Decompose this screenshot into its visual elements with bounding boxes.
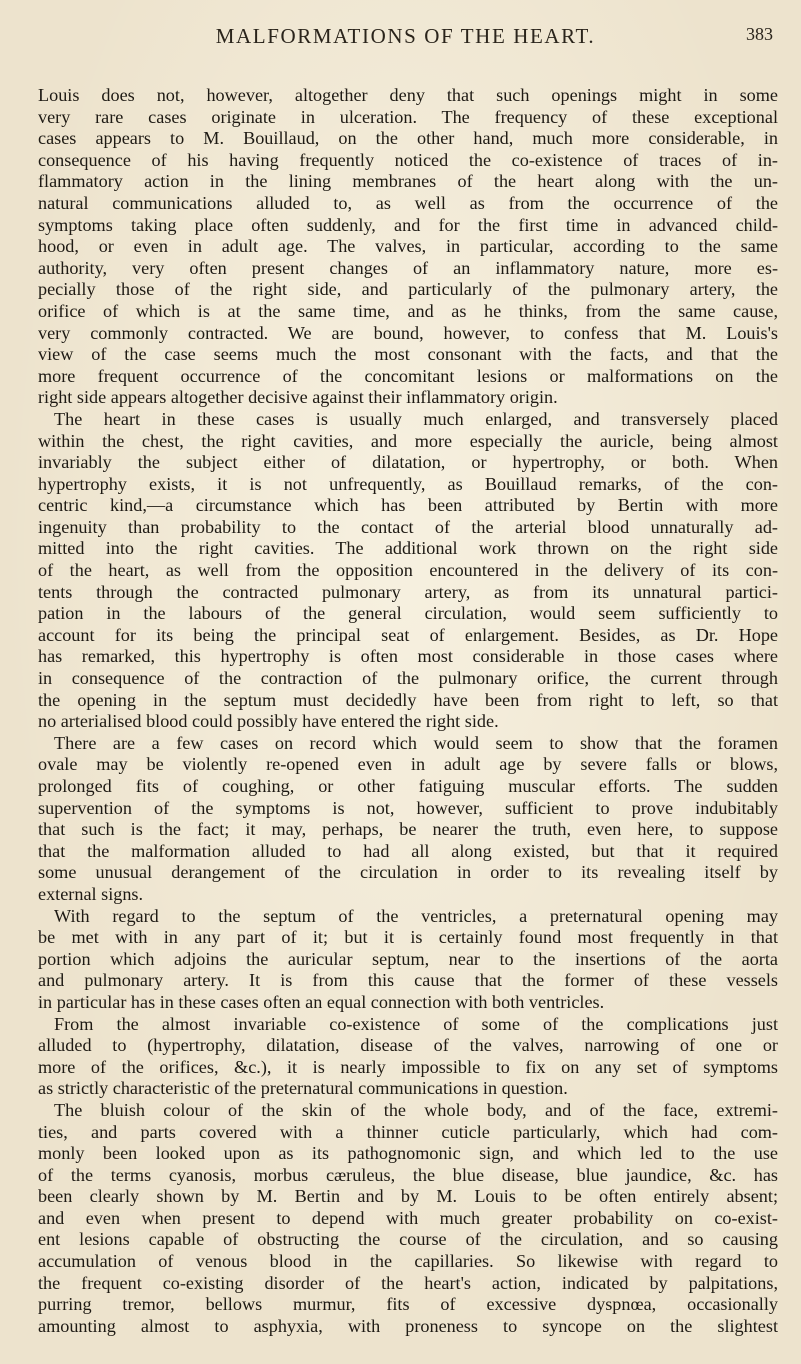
text-line: accumulation of venous blood in the capillaries. So likewise with regard to [38,1251,778,1272]
text-line: more of the orifices, &c.), it is nearly impossible to fix on any set of symptoms [38,1056,778,1077]
text-line: and even when present to depend with much greater probability on co-exist- [38,1207,778,1228]
text-line: in particular has in these cases often an equal connection with both ventricles. [38,991,605,1012]
text-line: Louis does not, however, altogether deny that such openings might in some [38,85,778,105]
text-line: very commonly contracted. We are bound, however, to confess that M. Louis's [38,322,778,343]
text-line: natural communications alluded to, as well as from the occurrence of the [38,192,778,213]
text-line: more frequent occurrence of the concomitant lesions or malformations on the [38,365,778,386]
text-line: The bluish colour of the skin of the whole body, and of the face, extremi- [54,1099,778,1120]
text-line: hood, or even in adult age. The valves, in particular, according to the same [38,236,778,257]
text-line: as strictly characteristic of the preternatural communications in question. [38,1078,568,1099]
text-line: of the heart, as well from the opposition encountered in the delivery of its con- [38,560,778,581]
text-line: some unusual derangement of the circulation in order to its revealing itself by [38,862,778,883]
text-line: monly been looked upon as its pathognomonic sign, and which led to the use [38,1143,778,1164]
text-line: mitted into the right cavities. The additional work thrown on the right side [38,538,778,559]
text-line: orifice of which is at the same time, and as he thinks, from the same cause, [38,300,778,321]
text-line: purring tremor, bellows murmur, fits of excessive dyspnœa, occasionally [38,1294,778,1315]
page-number: 383 [746,24,773,44]
text-line: that the malformation alluded to had all along existed, but that it required [38,840,778,861]
text-line: From the almost invariable co-existence of some of the complications just [54,1013,778,1034]
text-line: view of the case seems much the most consonant with the facts, and that the [38,344,778,365]
text-line: external signs. [38,883,144,904]
text-line: ingenuity than probability to the contact of the arterial blood unnaturally ad- [38,516,778,537]
body-text [38,85,778,1337]
text-line: within the chest, the right cavities, and more especially the auricle, being almost [38,430,778,451]
text-line: consequence of his having frequently noticed the co-existence of traces of in- [38,149,778,170]
text-line: hypertrophy exists, it is not unfrequently, as Bouillaud remarks, of the con- [38,473,778,494]
running-head: MALFORMATIONS OF THE HEART. [215,24,596,48]
text-line: very rare cases originate in ulceration. The frequency of these exceptional [38,106,778,127]
text-line: alluded to (hypertrophy, dilatation, disease of the valves, narrowing of one or [38,1035,778,1056]
text-line: The heart in these cases is usually much enlarged, and transversely placed [54,408,778,429]
text-line: cases appears to M. Bouillaud, on the other hand, much more considerable, in [38,128,778,149]
text-line: be met with in any part of it; but it is certainly found most frequently in that [38,927,778,948]
text-line: supervention of the symptoms is not, however, sufficient to prove indubitably [38,797,778,818]
text-line: flammatory action in the lining membranes of the heart along with the un- [38,171,778,192]
text-line: that such is the fact; it may, perhaps, be nearer the truth, even here, to suppose [38,819,778,840]
text-line: tents through the contracted pulmonary artery, as from its unnatural partici- [38,581,778,602]
text-line: invariably the subject either of dilatation, or hypertrophy, or both. When [38,452,778,473]
page-header [38,14,773,54]
text-line: in consequence of the contraction of the pulmonary orifice, the current through [38,668,778,689]
text-line: ties, and parts covered with a thinner cuticle particularly, which had com- [38,1121,778,1142]
text-line: portion which adjoins the auricular septum, near to the insertions of the aorta [38,948,778,969]
text-line: centric kind,—a circumstance which has been attributed by Bertin with more [38,495,778,516]
text-line: account for its being the principal seat of enlargement. Besides, as Dr. Hope [38,624,778,645]
text-line: amounting almost to asphyxia, with proneness to syncope on the slightest [38,1315,778,1336]
text-line: With regard to the septum of the ventricles, a preternatural opening may [54,905,778,926]
text-line: pecially those of the right side, and particularly of the pulmonary artery, the [38,279,778,300]
text-line: pation in the labours of the general circulation, would seem sufficiently to [38,603,778,624]
text-line: been clearly shown by M. Bertin and by M. Louis to be often entirely absent; [38,1186,778,1207]
text-line: There are a few cases on record which would seem to show that the foramen [54,732,778,753]
text-line: the frequent co-existing disorder of the heart's action, indicated by palpitations, [38,1272,778,1293]
text-line: ovale may be violently re-opened even in adult age by severe falls or blows, [38,754,778,775]
text-line: has remarked, this hypertrophy is often most considerable in those cases where [38,646,778,667]
text-line: no arterialised blood could possibly have entered the right side. [38,711,499,732]
text-line: authority, very often present changes of an inflammatory nature, more es- [38,257,778,278]
text-line: ent lesions capable of obstructing the course of the circulation, and so causing [38,1229,778,1250]
text-line: right side appears altogether decisive against their inflammatory origin. [38,387,558,408]
text-line: prolonged fits of coughing, or other fatiguing muscular efforts. The sudden [38,776,778,796]
text-line: symptoms taking place often suddenly, and for the first time in advanced child- [38,214,778,235]
text-line: of the terms cyanosis, morbus cæruleus, the blue disease, blue jaundice, &c. has [38,1164,778,1185]
text-line: and pulmonary artery. It is from this cause that the former of these vessels [38,970,778,991]
text-line: the opening in the septum must decidedly have been from right to left, so that [38,689,778,710]
